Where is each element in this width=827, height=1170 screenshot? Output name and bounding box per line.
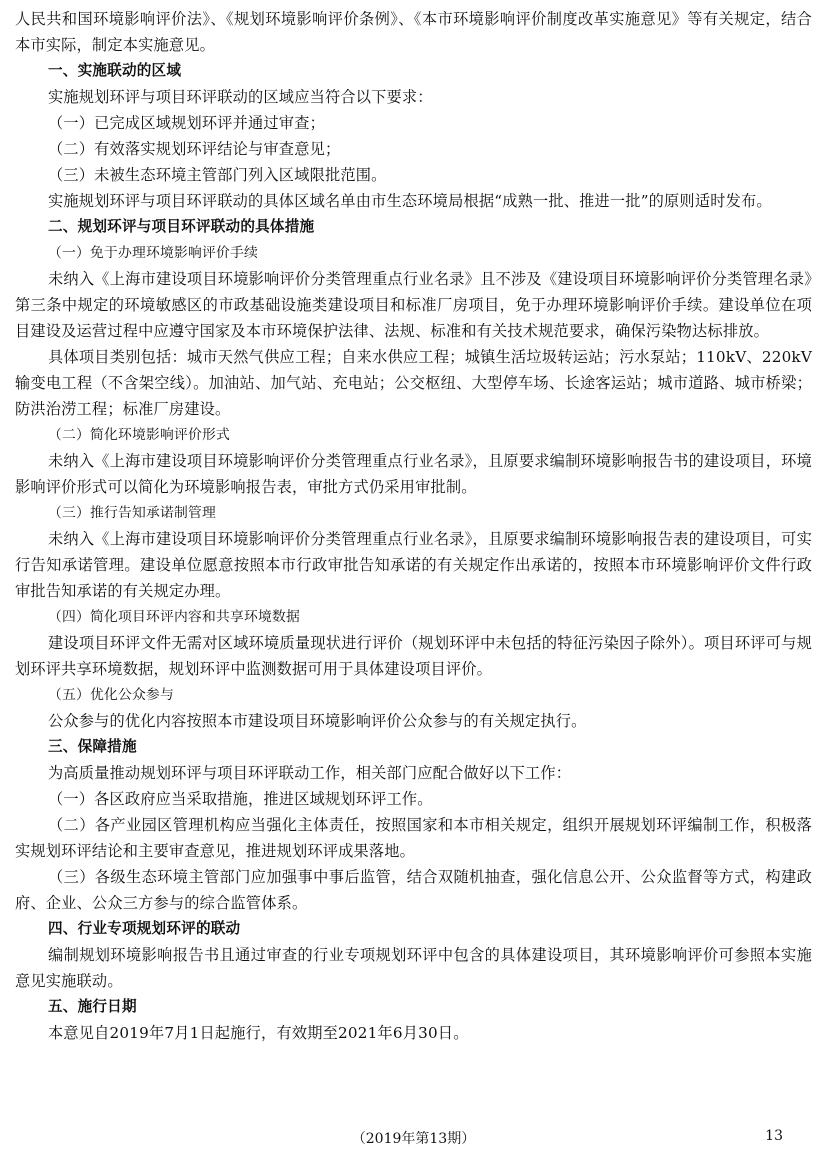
page-footer [0,1128,827,1152]
page-number: 13 [765,1128,783,1144]
document-body [15,6,812,1046]
body-paragraph: 公众参与的优化内容按照本市建设项目环境影响评价公众参与的有关规定执行。 [48,712,587,730]
section-heading: 三、保障措施 [48,738,137,755]
body-paragraph: 实施规划环评与项目环评联动的具体区域名单由市生态环境局根据“成熟一批、推进一批”的原则适时发布。 [48,192,772,210]
body-paragraph: 未纳入《上海市建设项目环境影响评价分类管理重点行业名录》且不涉及《建设项目环境影响评价分类管理名录》第三条中规定的环境敏感区的市政基础设施类建设项目和标准厂房项目，免于办理环境影响评价手续。建设单位在项目建设及运营过程中应遵守国家及本市环境保护法律、法规、标准和有关技术规范要求，确保污染物达标排放。 [15,270,812,340]
section-heading: 四、行业专项规划环评的联动 [48,920,241,937]
section-heading: 一、实施联动的区域 [48,62,182,79]
body-paragraph: （二）各产业园区管理机构应当强化主体责任，按照国家和本市相关规定，组织开展规划环评编制工作，积极落实规划环评结论和主要审查意见，推进规划环评成果落地。 [15,816,812,860]
subsection-heading: （四）简化项目环评内容和共享环境数据 [48,609,300,625]
body-paragraph: （一）各区政府应当采取措施，推进区域规划环评工作。 [48,790,433,808]
body-paragraph: 编制规划环境影响报告书且通过审查的行业专项规划环评中包含的具体建设项目，其环境影响评价可参照本实施意见实施联动。 [15,946,812,990]
body-paragraph: 具体项目类别包括：城市天然气供应工程；自来水供应工程；城镇生活垃圾转运站；污水泵站；110kV、220kV输变电工程（不含架空线）。加油站、加气站、充电站；公交枢纽、大型停车场、长途客运站；城市道路、城市桥梁；防洪治涝工程；标准厂房建设。 [15,348,812,418]
subsection-heading: （一）免于办理环境影响评价手续 [48,245,258,261]
section-heading: 二、规划环评与项目环评联动的具体措施 [48,218,315,235]
body-paragraph: 人民共和国环境影响评价法》、《规划环境影响评价条例》、《本市环境影响评价制度改革实施意见》等有关规定，结合本市实际，制定本实施意见。 [15,10,812,54]
subsection-heading: （二）简化环境影响评价形式 [48,427,230,443]
body-paragraph: （三）各级生态环境主管部门应加强事中事后监管，结合双随机抽查，强化信息公开、公众监督等方式，构建政府、企业、公众三方参与的综合监管体系。 [15,868,812,912]
section-heading: 五、施行日期 [48,998,137,1015]
body-paragraph: （一）已完成区域规划环评并通过审查； [48,114,325,132]
subsection-heading: （三）推行告知承诺制管理 [48,505,216,521]
body-paragraph: 实施规划环评与项目环评联动的区域应当符合以下要求： [48,88,433,106]
body-paragraph: （三）未被生态环境主管部门列入区域限批范围。 [48,166,387,184]
subsection-heading: （五）优化公众参与 [48,687,174,703]
body-paragraph: 本意见自2019年7月1日起施行，有效期至2021年6月30日。 [48,1024,469,1042]
issue-label: （2019年第13期） [351,1131,476,1147]
body-paragraph: （二）有效落实规划环评结论与审查意见； [48,140,341,158]
body-paragraph: 建设项目环评文件无需对区域环境质量现状进行评价（规划环评中未包括的特征污染因子除外）。项目环评可与规划环评共享环境数据，规划环评中监测数据可用于具体建设项目评价。 [15,634,812,678]
body-paragraph: 未纳入《上海市建设项目环境影响评价分类管理重点行业名录》，且原要求编制环境影响报告表的建设项目，可实行告知承诺管理。建设单位愿意按照本市行政审批告知承诺的有关规定作出承诺的，按照本市环境影响评价文件行政审批告知承诺的有关规定办理。 [15,530,812,600]
body-paragraph: 未纳入《上海市建设项目环境影响评价分类管理重点行业名录》，且原要求编制环境影响报告书的建设项目，环境影响评价形式可以简化为环境影响报告表，审批方式仍采用审批制。 [15,452,812,496]
body-paragraph: 为高质量推动规划环评与项目环评联动工作，相关部门应配合做好以下工作： [48,764,572,782]
